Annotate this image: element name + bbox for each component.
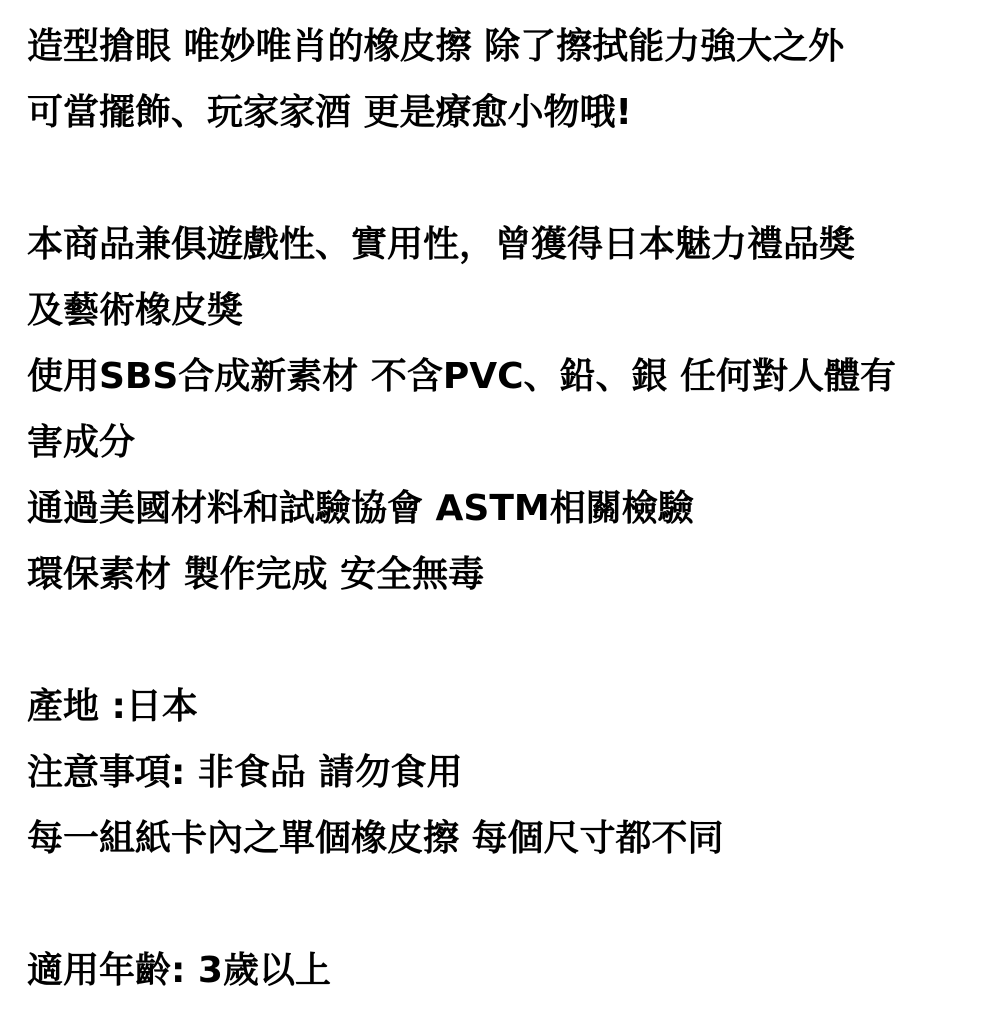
feature-line-4: 害成分 [27, 422, 136, 463]
origin-line: 產地 :日本 [27, 686, 198, 727]
age-line: 適用年齡: 3歲以上 [27, 950, 331, 991]
intro-line-2: 可當擺飾、玩家家酒 更是療愈小物哦! [27, 92, 632, 133]
feature-line-1: 本商品兼俱遊戲性、實用性，曾獲得日本魅力禮品獎 [27, 224, 856, 265]
feature-line-5: 通過美國材料和試驗協會 ASTM相關檢驗 [27, 488, 694, 529]
intro-line-1: 造型搶眼 唯妙唯肖的橡皮擦 除了擦拭能力強大之外 [27, 26, 845, 67]
spacer [27, 154, 987, 220]
feature-line-2: 及藝術橡皮獎 [27, 290, 244, 331]
spacer [27, 880, 987, 946]
feature-line-6: 環保素材 製作完成 安全無毒 [27, 554, 485, 595]
feature-line-3: 使用SBS合成新素材 不含PVC、鉛、銀 任何對人體有 [27, 356, 897, 397]
product-description [27, 22, 987, 1012]
sizes-line: 每一組紙卡內之單個橡皮擦 每個尺寸都不同 [27, 818, 724, 859]
spacer [27, 616, 987, 682]
notice-line: 注意事項: 非食品 請勿食用 [27, 752, 463, 793]
